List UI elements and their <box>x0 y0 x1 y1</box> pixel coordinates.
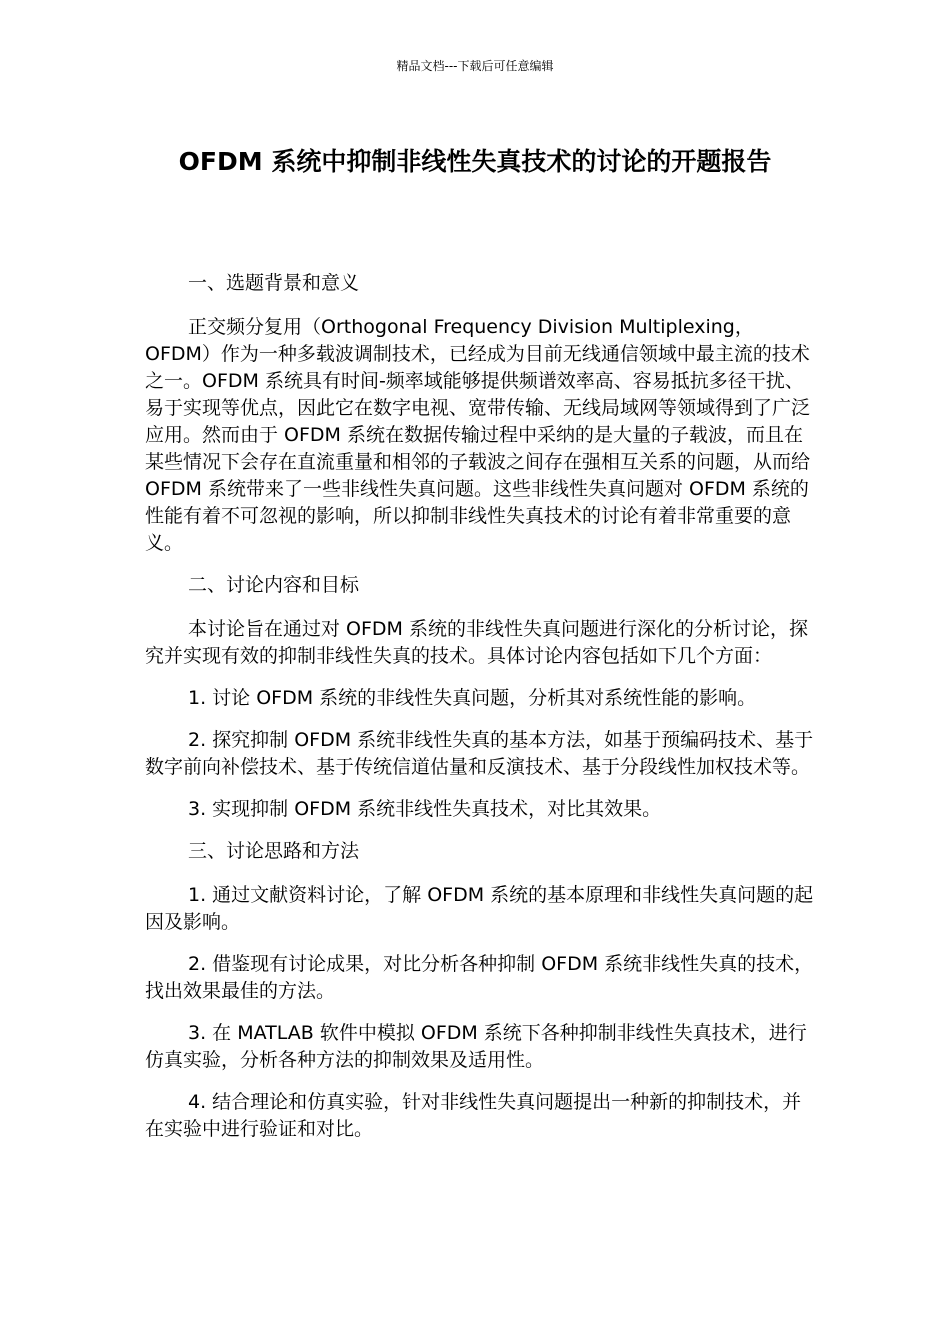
list-item-method-3: 3. 在 MATLAB 软件中模拟 OFDM 系统下各种抑制非线性失真技术，进行仿真实验，分析各种方法的抑制效果及适用性。 <box>145 1022 807 1071</box>
list-item-content-2: 2. 探究抑制 OFDM 系统非线性失真的基本方法，如基于预编码技术、基于数字前向补偿技术、基于传统信道估量和反演技术、基于分段线性加权技术等。 <box>145 729 814 778</box>
list-item-content-3: 3. 实现抑制 OFDM 系统非线性失真技术，对比其效果。 <box>188 798 662 820</box>
list-item-content-1: 1. 讨论 OFDM 系统的非线性失真问题，分析其对系统性能的影响。 <box>188 687 757 709</box>
list-item-method-4: 4. 结合理论和仿真实验，针对非线性失真问题提出一种新的抑制技术，并在实验中进行验证和对比。 <box>145 1091 802 1140</box>
page-header: 精品文档---下载后可任意编辑 <box>396 59 554 73</box>
list-item-method-1: 1. 通过文献资料讨论，了解 OFDM 系统的基本原理和非线性失真问题的起因及影响。 <box>145 884 814 933</box>
section-heading-background: 一、选题背景和意义 <box>188 272 360 294</box>
section-heading-methods: 三、讨论思路和方法 <box>188 840 360 862</box>
document-body <box>145 270 815 1158</box>
document-title: OFDM 系统中抑制非线性失真技术的讨论的开题报告 <box>178 147 772 176</box>
paragraph-background: 正交频分复用（Orthogonal Frequency Division Multiplexing，OFDM）作为一种多载波调制技术，已经成为目前无线通信领域中最主流的技术之一。OFDM 系统具有时间-频率域能够提供频谱效率高、容易抵抗多径干扰、易于实现等优点，因此它在数字电视、宽带传输、无线局域网等领域得到了广泛应用。然而由于 OFDM 系统在数据传输过程中采纳的是大量的子载波，而且在某些情况下会存在直流重量和相邻的子载波之间存在强相互关系的问题，从而给 OFDM 系统带来了一些非线性失真问题。这些非线性失真问题对 OFDM 系统的性能有着不可忽视的影响，所以抑制非线性失真技术的讨论有着非常重要的意义。 <box>145 316 811 554</box>
list-item-method-2: 2. 借鉴现有讨论成果，对比分析各种抑制 OFDM 系统非线性失真的技术，找出效果最佳的方法。 <box>145 953 814 1002</box>
section-heading-content-goals: 二、讨论内容和目标 <box>188 574 360 596</box>
paragraph-content-intro: 本讨论旨在通过对 OFDM 系统的非线性失真问题进行深化的分析讨论，探究并实现有效的抑制非线性失真的技术。具体讨论内容包括如下几个方面： <box>145 618 808 667</box>
